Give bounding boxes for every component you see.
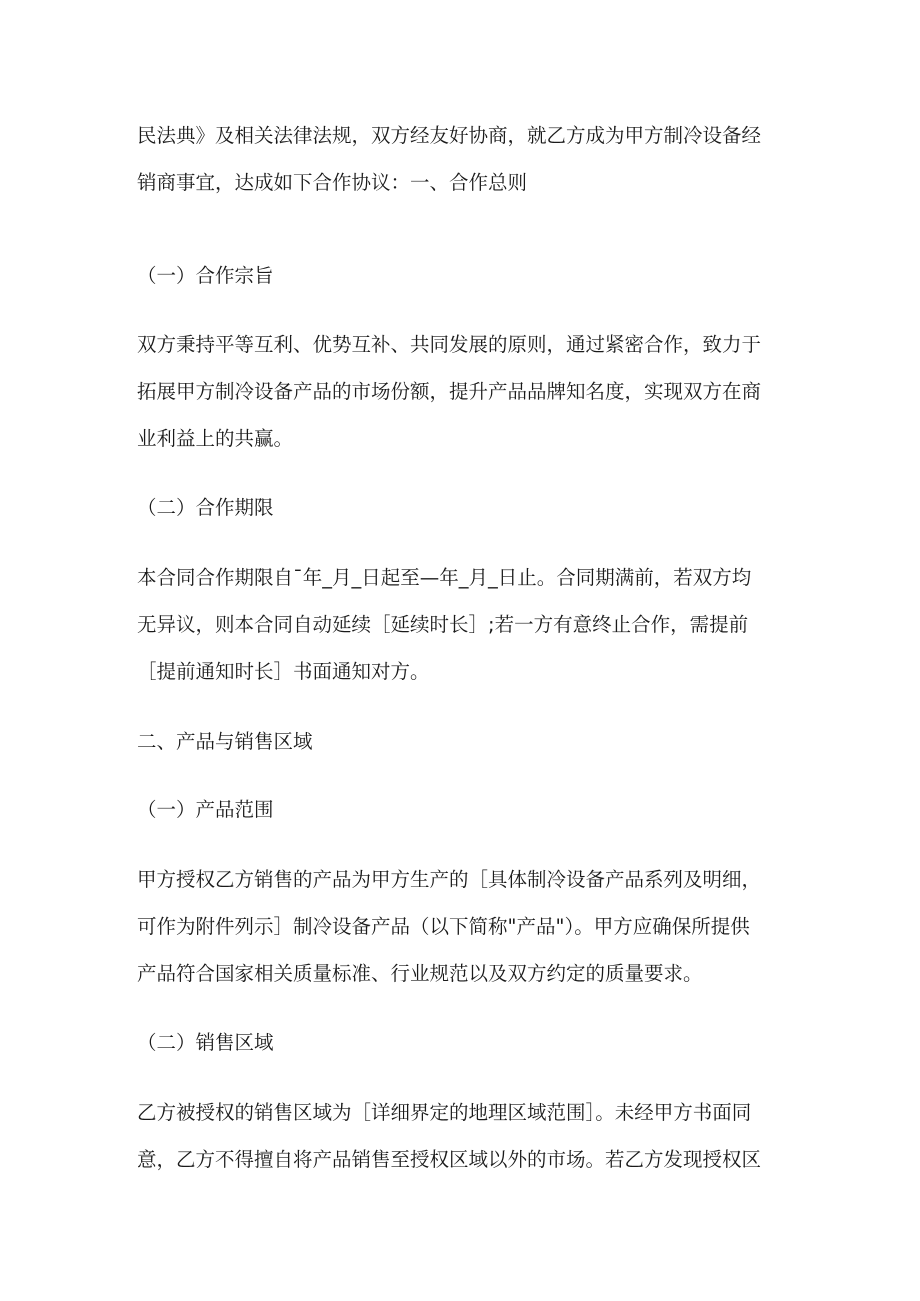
section-2-1-line-3: 产品符合国家相关质量标准、行业规范以及双方约定的质量要求。 [137, 962, 703, 985]
section-2-2-line-1: 乙方被授权的销售区域为［详细界定的地理区域范围］。未经甲方书面同 [137, 1101, 752, 1124]
section-1-1-line-2: 拓展甲方制冷设备产品的市场份额，提升产品品牌知名度，实现双方在商 [137, 380, 762, 403]
intro-line-1: 民法典》及相关法律法规，双方经友好协商，就乙方成为甲方制冷设备经 [137, 124, 762, 147]
section-2-1-line-1: 甲方授权乙方销售的产品为甲方生产的［具体制冷设备产品系列及明细， [137, 868, 762, 891]
section-1-1-line-1: 双方秉持平等互利、优势互补、共同发展的原则，通过紧密合作，致力于 [137, 333, 762, 356]
section-2-2-heading: （二）销售区域 [137, 1031, 274, 1054]
section-2-heading: 二、产品与销售区域 [137, 730, 313, 753]
section-2-1-heading: （一）产品范围 [137, 798, 274, 821]
section-2-1-line-2: 可作为附件列示］制冷设备产品（以下简称"产品"）。甲方应确保所提供 [137, 915, 750, 938]
section-1-2-line-1: 本合同合作期限自¯年_月_日起至—年_月_日止。合同期满前，若双方均 [137, 566, 752, 589]
intro-line-2: 销商事宜，达成如下合作协议：一、合作总则 [137, 171, 528, 194]
section-1-2-line-3: ［提前通知时长］书面通知对方。 [137, 660, 430, 683]
section-1-2-line-2: 无异议，则本合同自动延续［延续时长］;若一方有意终止合作，需提前 [137, 613, 749, 636]
section-2-2-line-2: 意，乙方不得擅自将产品销售至授权区域以外的市场。若乙方发现授权区 [137, 1148, 762, 1171]
section-1-1-line-3: 业利益上的共赢。 [137, 427, 294, 450]
section-1-1-heading: （一）合作宗旨 [137, 264, 274, 287]
section-1-2-heading: （二）合作期限 [137, 496, 274, 519]
